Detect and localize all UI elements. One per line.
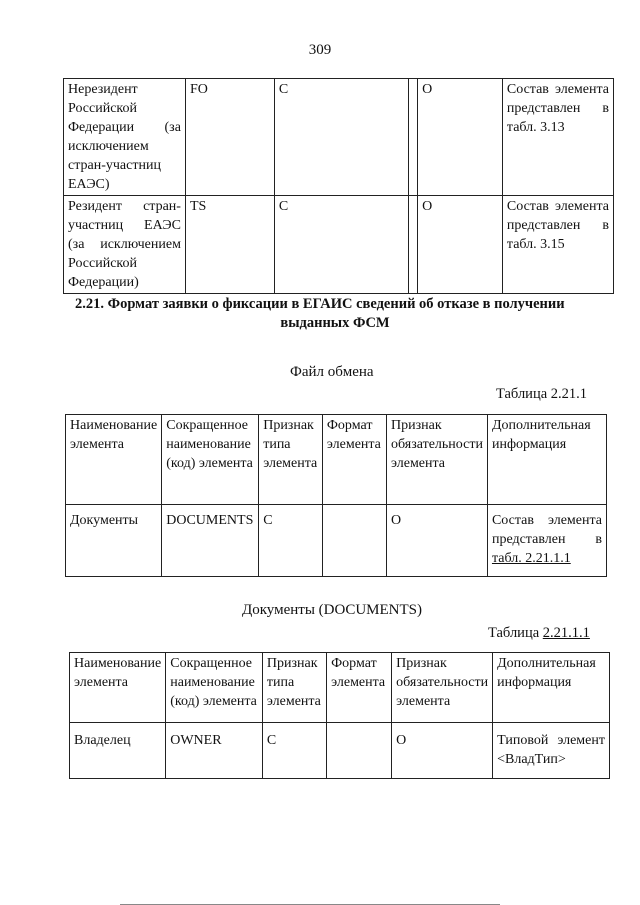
info-text: Состав элемента представлен в <box>491 513 602 547</box>
table-row <box>64 196 614 294</box>
cell-code: TS <box>185 196 274 294</box>
section-title-line2: выданных ФСМ <box>280 315 390 331</box>
header-cell: Сокращенное наименование (код) элемента <box>162 415 259 505</box>
cell-format <box>409 196 418 294</box>
cell-required: О <box>418 79 503 196</box>
table-header-row <box>66 415 607 505</box>
table-row <box>64 79 614 196</box>
cell-name: Нерезидент Российской Федерации (за исключением стран-участниц ЕАЭС) <box>64 79 186 196</box>
header-cell: Наименование элемента <box>70 653 166 723</box>
cell-info: Состав элемента представлен в табл. 3.15 <box>502 196 613 294</box>
cell-info <box>487 505 606 577</box>
header-cell: Сокращенное наименование (код) элемента <box>166 653 263 723</box>
cell-name: Владелец <box>70 723 166 779</box>
cell-code: OWNER <box>166 723 263 779</box>
cell-name: Документы <box>66 505 162 577</box>
continuation-table <box>63 78 614 294</box>
cell-type: С <box>274 196 408 294</box>
file-exchange-table <box>65 414 607 577</box>
cell-info: Типовой элемент <ВладТип> <box>493 723 610 779</box>
header-cell: Признак типа элемента <box>262 653 326 723</box>
header-cell: Дополнительная информация <box>487 415 606 505</box>
cell-name: Резидент стран-участниц ЕАЭС (за исключением Российской Федерации) <box>64 196 186 294</box>
table-label-prefix: Таблица <box>488 625 540 641</box>
header-cell: Наименование элемента <box>66 415 162 505</box>
table-row <box>66 505 607 577</box>
cell-info: Состав элемента представлен в табл. 3.13 <box>502 79 613 196</box>
page-number: 309 <box>308 42 332 58</box>
cell-code: FO <box>185 79 274 196</box>
header-cell: Признак обязательности элемента <box>386 415 487 505</box>
documents-table-label <box>488 625 590 642</box>
cell-format <box>409 79 418 196</box>
cell-format <box>327 723 392 779</box>
header-cell: Формат элемента <box>327 653 392 723</box>
cell-type: С <box>262 723 326 779</box>
header-cell: Формат элемента <box>322 415 386 505</box>
table-label: Таблица 2.21.1 <box>496 386 588 402</box>
table-label-ref: 2.21.1.1 <box>542 625 590 641</box>
section-title-line1: 2.21. Формат заявки о фиксации в ЕГАИС сведений об отказе в получении <box>75 296 565 312</box>
cell-required: О <box>418 196 503 294</box>
cell-type: С <box>259 505 323 577</box>
table-reference-link[interactable]: табл. 2.21.1.1 <box>491 551 571 566</box>
header-cell: Признак обязательности элемента <box>392 653 493 723</box>
documents-caption: Документы (DOCUMENTS) <box>242 602 422 618</box>
cell-type: С <box>274 79 408 196</box>
table-header-row <box>70 653 610 723</box>
header-cell: Признак типа элемента <box>259 415 323 505</box>
file-exchange-caption: Файл обмена <box>290 364 374 380</box>
documents-table <box>69 652 610 779</box>
cell-required: О <box>386 505 487 577</box>
header-cell: Дополнительная информация <box>493 653 610 723</box>
table-row <box>70 723 610 779</box>
cell-required: О <box>392 723 493 779</box>
cell-code: DOCUMENTS <box>162 505 259 577</box>
section-heading <box>75 295 595 333</box>
cell-format <box>322 505 386 577</box>
